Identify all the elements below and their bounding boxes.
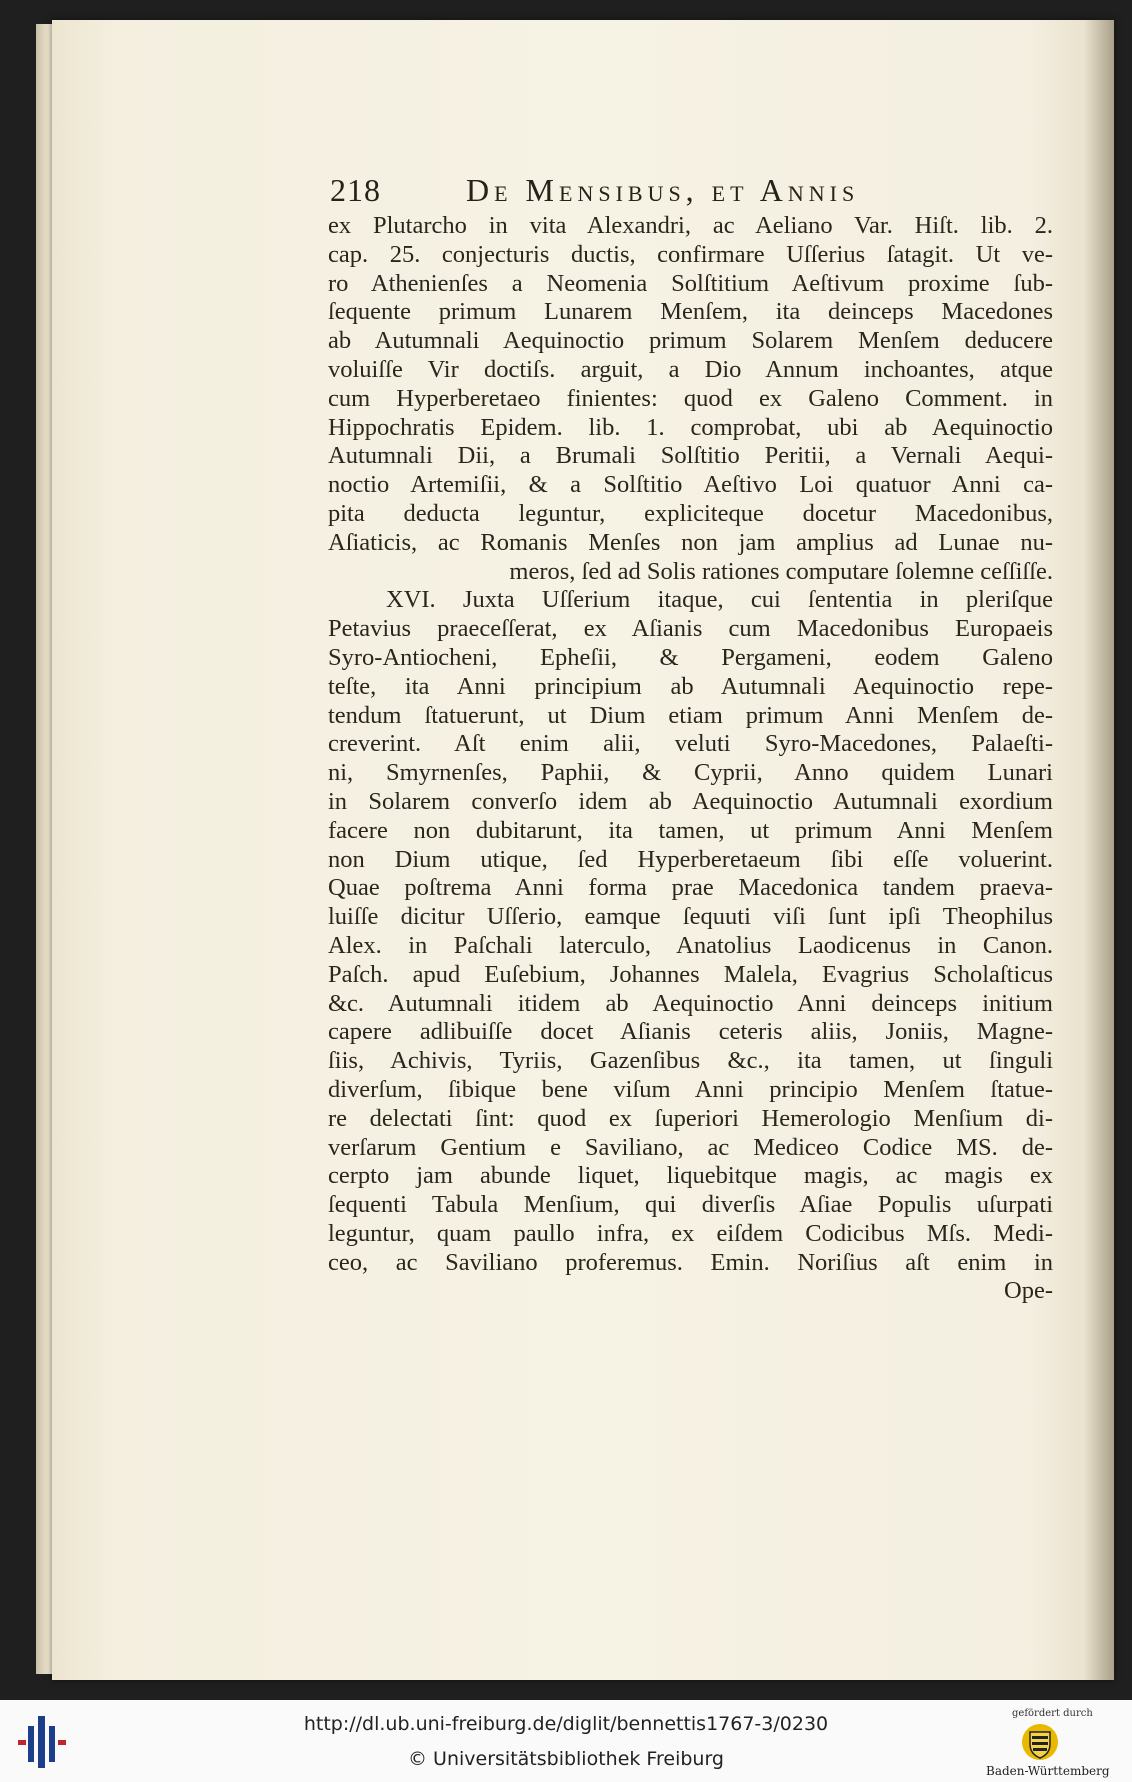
text-line: ab Autumnali Aequinoctio primum Solarem Menſem deducere	[328, 327, 1053, 355]
text-line: Autumnali Dii, a Brumali Solſtitio Peritii, a Vernali Aequi-	[328, 442, 1053, 470]
text-line: Alex. in Paſchali laterculo, Anatolius Laodicenus in Canon.	[328, 931, 1053, 959]
text-line: cap. 25. conjecturis ductis, confirmare Uſſerius ſatagit. Ut ve-	[328, 240, 1053, 268]
text-line: leguntur, quam paullo infra, ex eiſdem Codicibus Mſs. Medi-	[328, 1219, 1053, 1247]
text-line: cerpto jam abunde liquet, liquebitque magis, ac magis ex	[328, 1162, 1053, 1190]
body-text	[328, 212, 1053, 1306]
text-line: ſequente primum Lunarem Menſem, ita deinceps Macedones	[328, 298, 1053, 326]
page-header	[330, 172, 1050, 208]
funder-name: Baden-Württemberg	[986, 1764, 1110, 1778]
text-line: in Solarem converſo idem ab Aequinoctio Autumnali exordium	[328, 787, 1053, 815]
text-line: diverſum, ſibique bene viſum Anni principio Menſem ſtatue-	[328, 1075, 1053, 1103]
text-line: teſte, ita Anni principium ab Autumnali Aequinoctio repe-	[328, 672, 1053, 700]
text-line: Aſiaticis, ac Romanis Menſes non jam amplius ad Lunae nu-	[328, 528, 1053, 556]
text-line: tendum ſtatuerunt, ut Dium etiam primum Anni Menſem de-	[328, 701, 1053, 729]
text-line: creverint. Aſt enim alii, veluti Syro-Macedones, Palaeſti-	[328, 730, 1053, 758]
text-line: voluiſſe Vir doctiſs. arguit, a Dio Annum inchoantes, atque	[328, 355, 1053, 383]
text-line: XVI. Juxta Uſſerium itaque, cui ſententia in pleriſque	[386, 586, 1053, 614]
coat-of-arms-icon	[1018, 1722, 1062, 1762]
text-line: meros, ſed ad Solis rationes computare ſolemne ceſſiſſe.	[509, 557, 1053, 585]
viewer-footer	[0, 1700, 1132, 1782]
text-line: ex Plutarcho in vita Alexandri, ac Aeliano Var. Hiſt. lib. 2.	[328, 212, 1053, 239]
text-line: Paſch. apud Euſebium, Johannes Malela, Evagrius Scholaſticus	[328, 960, 1053, 988]
text-line: facere non dubitarunt, ita tamen, ut primum Anni Menſem	[328, 816, 1053, 844]
text-line: Syro-Antiocheni, Epheſii, & Pergameni, eodem Galeno	[328, 643, 1053, 671]
text-line: ro Athenienſes a Neomenia Solſtitium Aeſtivum proxime ſub-	[328, 269, 1053, 297]
text-line: pita deducta leguntur, expliciteque docetur Macedonibus,	[328, 499, 1053, 527]
text-line: capere adlibuiſſe docet Aſianis ceteris aliis, Joniis, Magne-	[328, 1018, 1053, 1046]
text-line: &c. Autumnali itidem ab Aequinoctio Anni deinceps initium	[328, 989, 1053, 1017]
page-number: 218	[330, 172, 381, 208]
text-line: Hippochratis Epidem. lib. 1. comprobat, ubi ab Aequinoctio	[328, 413, 1053, 441]
running-title: De Mensibus, et Annis	[466, 172, 860, 208]
page-gutter-shadow	[1084, 20, 1114, 1680]
text-line: verſarum Gentium e Saviliano, ac Mediceo Codice MS. de-	[328, 1133, 1053, 1161]
text-line: ceo, ac Saviliano proferemus. Emin. Noriſius aſt enim in	[328, 1248, 1053, 1276]
text-line: luiſſe dicitur Uſſerio, eamque ſequuti viſi ſunt ipſi Theophilus	[328, 903, 1053, 931]
permalink-url[interactable]: http://dl.ub.uni-freiburg.de/diglit/bennettis1767-3/0230	[303, 1713, 829, 1735]
text-line: Quae poſtrema Anni forma prae Macedonica tandem praeva-	[328, 874, 1053, 902]
text-line: cum Hyperberetaeo finientes: quod ex Galeno Comment. in	[328, 384, 1053, 412]
catchword: Ope-	[1004, 1277, 1053, 1305]
copyright-text: © Universitätsbibliothek Freiburg	[408, 1748, 724, 1770]
text-line: non Dium utique, ſed Hyperberetaeum ſibi eſſe voluerint.	[328, 845, 1053, 873]
funder-label: gefördert durch	[1012, 1708, 1093, 1719]
text-line: ſequenti Tabula Menſium, qui diverſis Aſiae Populis uſurpati	[328, 1191, 1053, 1219]
text-line: re delectati ſint: quod ex ſuperiori Hemerologio Menſium di-	[328, 1104, 1053, 1132]
text-line: noctio Artemiſii, & a Solſtitio Aeſtivo Loi quatuor Anni ca-	[328, 471, 1053, 499]
text-line: ſiis, Achivis, Tyriis, Gazenſibus &c., ita tamen, ut ſinguli	[328, 1047, 1053, 1075]
text-line: ni, Smyrnenſes, Paphii, & Cyprii, Anno quidem Lunari	[328, 759, 1053, 787]
text-line: Petavius praeceſſerat, ex Aſianis cum Macedonibus Europaeis	[328, 615, 1053, 643]
